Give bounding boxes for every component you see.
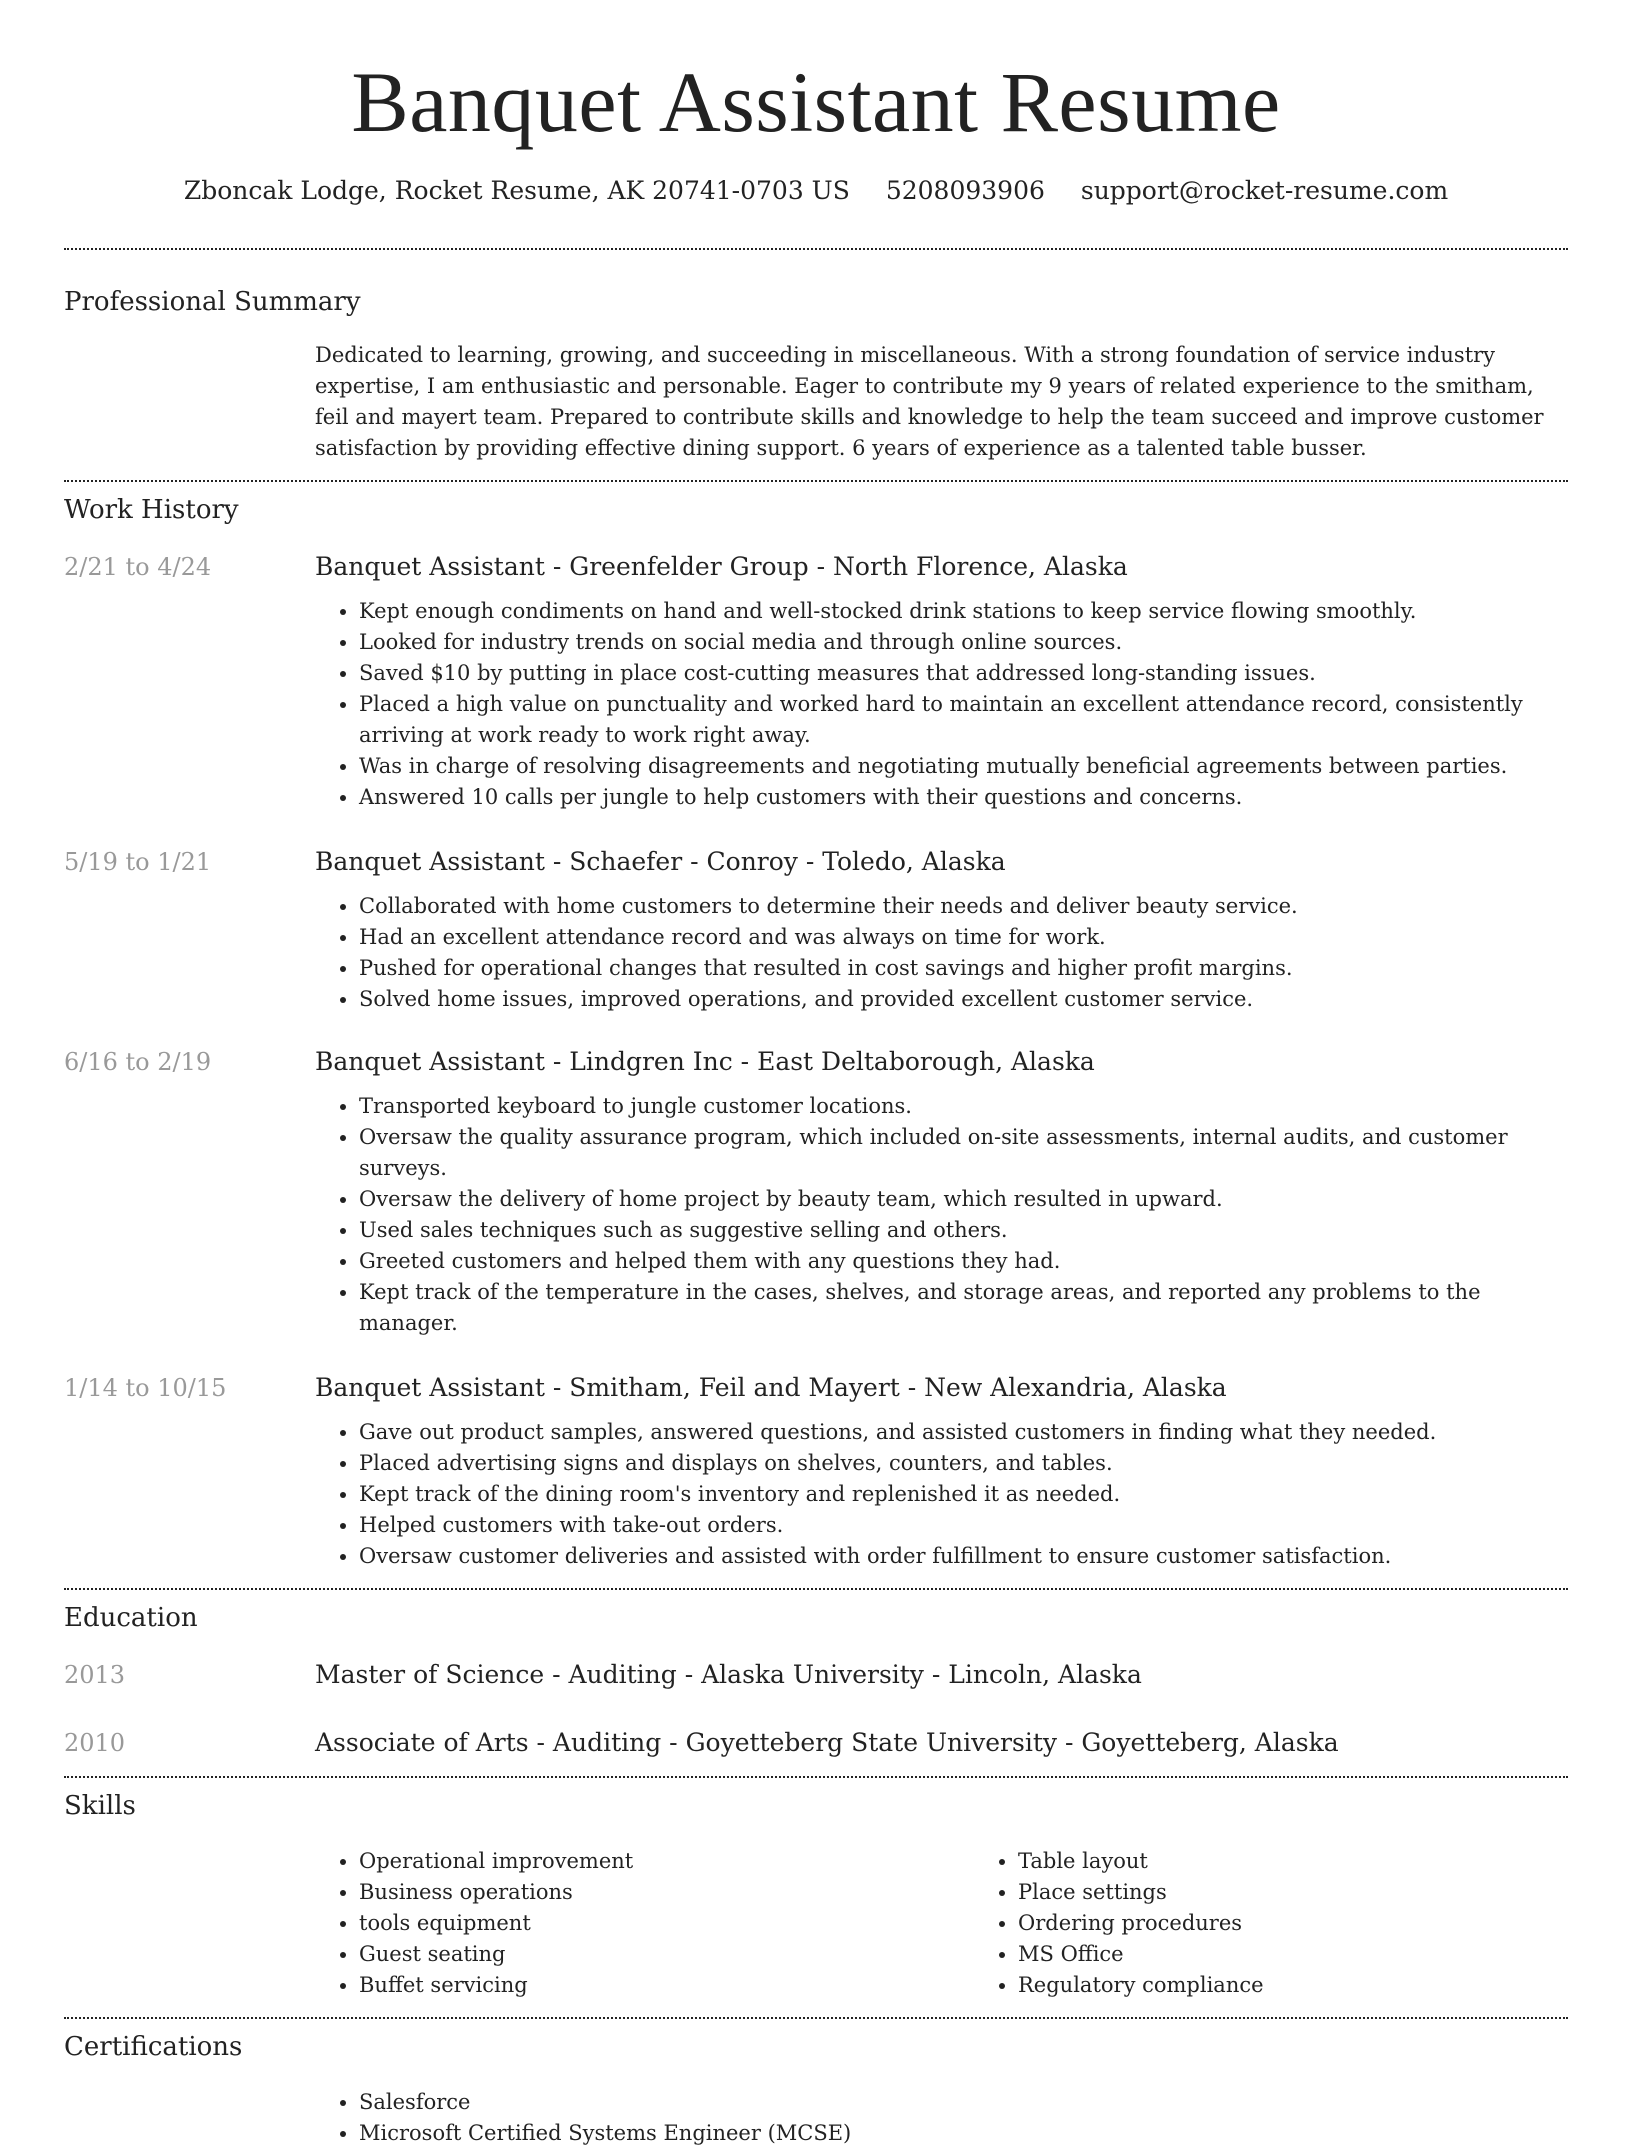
contact-line bbox=[0, 176, 1632, 206]
list-item: • Table layout bbox=[1018, 1846, 1632, 1877]
job-title: Banquet Assistant - Schaefer - Conroy - Toledo, Alaska bbox=[315, 847, 1006, 876]
list-item: • Transported keyboard to jungle customer locations. bbox=[359, 1091, 1568, 1122]
job-entry bbox=[64, 1047, 1568, 1339]
list-item: • Solved home issues, improved operations, and provided excellent customer service. bbox=[359, 984, 1568, 1015]
skills-body bbox=[315, 1846, 1568, 2001]
list-item: • Salesforce bbox=[359, 2087, 1568, 2118]
list-item: • Oversaw the delivery of home project by beauty team, which resulted in upward. bbox=[359, 1184, 1568, 1215]
skills-list-left bbox=[315, 1846, 974, 2001]
skills-list-right bbox=[974, 1846, 1632, 2001]
skills-heading: Skills bbox=[64, 1791, 136, 1821]
job-title: Banquet Assistant - Greenfelder Group - North Florence, Alaska bbox=[315, 552, 1128, 581]
job-title: Banquet Assistant - Smitham, Feil and Mayert - New Alexandria, Alaska bbox=[315, 1373, 1227, 1402]
summary-section bbox=[64, 250, 1568, 464]
work-section bbox=[64, 482, 1568, 1572]
list-item: • Operational improvement bbox=[359, 1846, 974, 1877]
contact-address: Zboncak Lodge, Rocket Resume, AK 20741-0703 US bbox=[183, 176, 850, 205]
job-header bbox=[64, 1373, 1568, 1403]
job-bullets bbox=[315, 1091, 1568, 1339]
list-item: • Gave out product samples, answered questions, and assisted customers in finding what they needed. bbox=[359, 1417, 1568, 1448]
list-item: • Saved $10 by putting in place cost-cutting measures that addressed long-standing issues. bbox=[359, 658, 1568, 689]
list-item: • Buffet servicing bbox=[359, 1970, 974, 2001]
education-title: Master of Science - Auditing - Alaska University - Lincoln, Alaska bbox=[315, 1660, 1142, 1689]
list-item: • Answered 10 calls per jungle to help customers with their questions and concerns. bbox=[359, 782, 1568, 813]
list-item: • Used sales techniques such as suggestive selling and others. bbox=[359, 1215, 1568, 1246]
job-header bbox=[64, 552, 1568, 582]
contact-email: support@rocket-resume.com bbox=[1080, 176, 1449, 205]
summary-text: Dedicated to learning, growing, and succeeding in miscellaneous. With a strong foundation of service industry expertise, I am enthusiastic and personable. Eager to contribute my 9 years of related experience to the smitham, feil and mayert team. Prepared to contribute skills and knowledge to help the team succeed and improve customer satisfaction by providing effective dining support. 6 years of experience as a talented table busser. bbox=[315, 343, 1544, 460]
certifications-body bbox=[315, 2087, 1568, 2149]
education-year: 2013 bbox=[64, 1661, 126, 1689]
list-item: • Place settings bbox=[1018, 1877, 1632, 1908]
resume-title: Banquet Assistant Resume bbox=[351, 54, 1281, 150]
education-section bbox=[64, 1590, 1568, 1758]
job-entry bbox=[64, 552, 1568, 813]
job-entry bbox=[64, 847, 1568, 1015]
list-item: • Was in charge of resolving disagreements and negotiating mutually beneficial agreements between parties. bbox=[359, 751, 1568, 782]
list-item: • Oversaw customer deliveries and assisted with order fulfillment to ensure customer satisfaction. bbox=[359, 1541, 1568, 1572]
certifications-list bbox=[315, 2087, 1568, 2149]
skills-grid bbox=[315, 1846, 1568, 2001]
list-item: • Placed advertising signs and displays on shelves, counters, and tables. bbox=[359, 1448, 1568, 1479]
list-item: • Regulatory compliance bbox=[1018, 1970, 1632, 2001]
list-item: • Helped customers with take-out orders. bbox=[359, 1510, 1568, 1541]
list-item: • Microsoft Certified Systems Engineer (MCSE) bbox=[359, 2118, 1568, 2149]
job-dates: 2/21 to 4/24 bbox=[64, 553, 212, 581]
education-entry bbox=[64, 1660, 1568, 1690]
certifications-heading: Certifications bbox=[64, 2032, 243, 2062]
job-header bbox=[64, 1047, 1568, 1077]
list-item: • Had an excellent attendance record and was always on time for work. bbox=[359, 922, 1568, 953]
list-item: • Guest seating bbox=[359, 1939, 974, 1970]
list-item: • Business operations bbox=[359, 1877, 974, 1908]
bullet-list bbox=[315, 891, 1568, 1015]
job-bullets bbox=[315, 1417, 1568, 1572]
job-title: Banquet Assistant - Lindgren Inc - East Deltaborough, Alaska bbox=[315, 1047, 1095, 1076]
list-item: • Oversaw the quality assurance program, which included on-site assessments, internal audits, and customer surveys. bbox=[359, 1122, 1568, 1184]
skills-section bbox=[64, 1778, 1568, 2001]
contact-phone: 5208093906 bbox=[885, 176, 1045, 205]
job-bullets bbox=[315, 596, 1568, 813]
summary-heading: Professional Summary bbox=[64, 287, 361, 317]
job-dates: 6/16 to 2/19 bbox=[64, 1048, 212, 1076]
list-item: • Placed a high value on punctuality and worked hard to maintain an excellent attendance record, consistently arriving at work ready to work right away. bbox=[359, 689, 1568, 751]
job-bullets bbox=[315, 891, 1568, 1015]
job-entry bbox=[64, 1373, 1568, 1572]
work-heading: Work History bbox=[64, 495, 239, 525]
list-item: • Ordering procedures bbox=[1018, 1908, 1632, 1939]
list-item: • Kept track of the temperature in the cases, shelves, and storage areas, and reported any problems to the manager. bbox=[359, 1277, 1568, 1339]
list-item: • Kept enough condiments on hand and well-stocked drink stations to keep service flowing smoothly. bbox=[359, 596, 1568, 627]
certifications-section bbox=[64, 2019, 1568, 2149]
summary-body bbox=[315, 340, 1568, 464]
job-header bbox=[64, 847, 1568, 877]
list-item: • Kept track of the dining room's inventory and replenished it as needed. bbox=[359, 1479, 1568, 1510]
education-heading: Education bbox=[64, 1603, 198, 1633]
bullet-list bbox=[315, 596, 1568, 813]
job-dates: 1/14 to 10/15 bbox=[64, 1374, 227, 1402]
list-item: • Looked for industry trends on social media and through online sources. bbox=[359, 627, 1568, 658]
list-item: • MS Office bbox=[1018, 1939, 1632, 1970]
job-dates: 5/19 to 1/21 bbox=[64, 848, 212, 876]
list-item: • tools equipment bbox=[359, 1908, 974, 1939]
list-item: • Pushed for operational changes that resulted in cost savings and higher profit margins. bbox=[359, 953, 1568, 984]
list-item: • Collaborated with home customers to determine their needs and deliver beauty service. bbox=[359, 891, 1568, 922]
education-entry bbox=[64, 1728, 1568, 1758]
bullet-list bbox=[315, 1417, 1568, 1572]
resume-header bbox=[0, 0, 1632, 206]
list-item: • Greeted customers and helped them with any questions they had. bbox=[359, 1246, 1568, 1277]
education-year: 2010 bbox=[64, 1729, 126, 1757]
bullet-list bbox=[315, 1091, 1568, 1339]
education-title: Associate of Arts - Auditing - Goyetteberg State University - Goyetteberg, Alaska bbox=[315, 1728, 1339, 1757]
